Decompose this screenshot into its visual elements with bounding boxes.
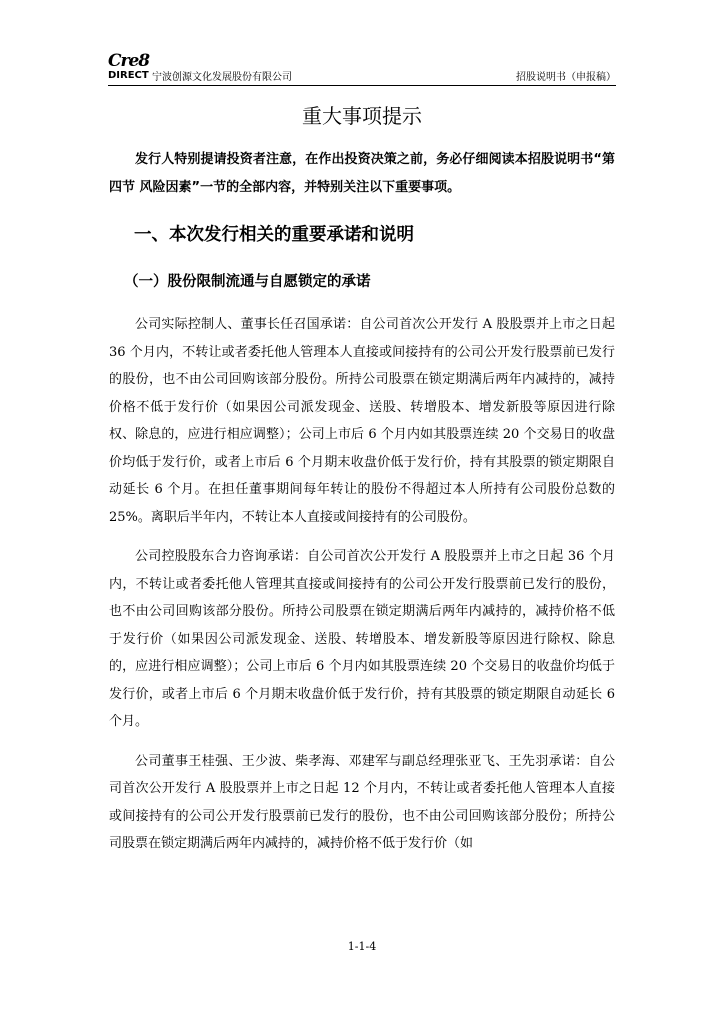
page-body [109,96,615,870]
page-header [108,52,616,84]
body-paragraph: 公司控股股东合力咨询承诺：自公司首次公开发行 A 股股票并上市之日起 36 个月内，不转让或者委托他人管理其直接或间接持有的公司公开发行股票前已发行的股份，也不由公司回购该部分股份。所持公司股票在锁定期满后两年内减持的，减持价格不低于发行价（如果因公司派发现金、送股、转增股本、增发新股等原因进行除权、除息的，应进行相应调整）；公司上市后 6 个月内如其股票连续 20 个交易日的收盘价均低于发行价，或者上市后 6 个月期末收盘价低于发行价，持有其股票的锁定期限自动延长 6 个月。 [109,549,615,729]
section-heading: 一、本次发行相关的重要承诺和说明 [134,225,414,245]
body-paragraph: 公司实际控制人、董事长任召国承诺：自公司首次公开发行 A 股股票并上市之日起 36 个月内，不转让或者委托他人管理本人直接或间接持有的公司公开发行股票前已发行的股份，也不由公司回购该部分股份。所持公司股票在锁定期满后两年内减持的，减持价格不低于发行价（如果因公司派发现金、送股、转增股本、增发新股等原因进行除权、除息的，应进行相应调整）；公司上市后 6 个月内如其股票连续 20 个交易日的收盘价均低于发行价，或者上市后 6 个月期末收盘价低于发行价，持有其股票的锁定期限自动延长 6 个月。在担任董事期间每年转让的股份不得超过本人所持有公司股份总数的 25%。离职后半年内，不转让本人直接或间接持有的公司股份。 [109,317,615,525]
page-number: 1-1-4 [347,940,377,953]
intro-paragraph: 发行人特别提请投资者注意，在作出投资决策之前，务必仔细阅读本招股说明书“第四节 风险因素”一节的全部内容，并特别关注以下重要事项。 [109,152,615,195]
logo-wordmark-bottom: DIRECT [108,70,149,81]
logo-wordmark-top: Cre8 [108,51,150,71]
company-logo [108,52,154,84]
page-title: 重大事项提示 [302,104,422,128]
document-type: 招股说明书（申报稿） [516,72,616,83]
subsection-heading: （一）股份限制流通与自愿锁定的承诺 [124,274,371,290]
company-name: 宁波创源文化发展股份有限公司 [152,72,292,83]
header-divider [108,85,616,86]
body-paragraph: 公司董事王桂强、王少波、柴孝海、邓建军与副总经理张亚飞、王先羽承诺：自公司首次公开发行 A 股股票并上市之日起 12 个月内，不转让或者委托他人管理本人直接或间接持有的公司公开发行股票前已发行的股份，也不由公司回购该部分股份；所持公司股票在锁定期满后两年内减持的，减持价格不低于发行价（如 [109,753,615,851]
